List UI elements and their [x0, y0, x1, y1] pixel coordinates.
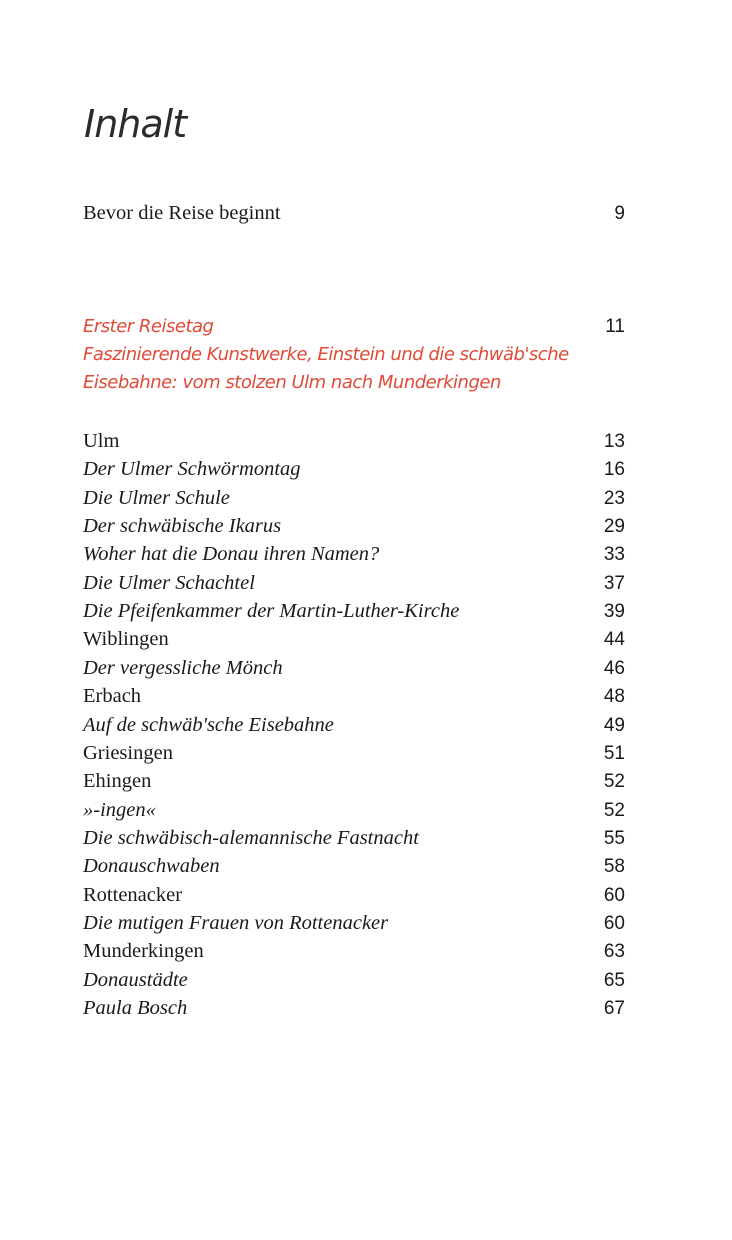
toc-entry-page: 16 — [603, 459, 625, 481]
chapter-line: Faszinierende Kunstwerke, Einstein und die schwäb'sche — [83, 344, 569, 365]
toc-entry-page: 63 — [603, 941, 625, 963]
toc-entry-row — [83, 997, 625, 1025]
toc-entry-page: 65 — [603, 969, 625, 991]
toc-entry-row — [83, 543, 625, 571]
toc-entry-label: Die Ulmer Schachtel — [83, 571, 255, 594]
toc-entry-label: Ulm — [83, 430, 120, 452]
toc-entry-row — [83, 742, 625, 770]
toc-entry-page: 60 — [603, 884, 625, 906]
toc-entry-page: 55 — [603, 827, 625, 849]
chapter-line: Eisebahne: vom stolzen Ulm nach Munderkingen — [83, 372, 501, 393]
toc-entry-label: Ehingen — [83, 770, 152, 793]
toc-entry-page: 58 — [603, 856, 625, 878]
toc-entry-label: Erbach — [83, 685, 142, 708]
toc-entry-row — [83, 458, 625, 486]
toc-intro-label: Bevor die Reise beginnt — [83, 202, 281, 224]
toc-intro-row — [83, 202, 625, 230]
toc-entry-row — [83, 714, 625, 742]
toc-entry-page: 52 — [603, 771, 625, 793]
toc-entry-row — [83, 827, 625, 855]
toc-entry-label: Donaustädte — [83, 968, 188, 991]
toc-entry-page: 29 — [603, 516, 625, 538]
chapter-page: 11 — [605, 316, 625, 337]
chapter-line: Erster Reisetag — [83, 316, 214, 337]
toc-entry-page: 37 — [603, 572, 625, 594]
toc-entry-label: Der Ulmer Schwörmontag — [83, 458, 301, 481]
chapter-heading — [83, 316, 625, 400]
toc-entry-row — [83, 799, 625, 827]
toc-intro-page: 9 — [614, 203, 625, 224]
toc-entry-page: 52 — [603, 799, 625, 821]
toc-entry-row — [83, 969, 625, 997]
toc-entry-page: 39 — [603, 601, 625, 623]
toc-entry-page: 60 — [603, 912, 625, 934]
toc-entry-label: Auf de schwäb'sche Eisebahne — [83, 713, 334, 736]
toc-entry-page: 13 — [603, 431, 625, 452]
toc-entry-row — [83, 487, 625, 515]
toc-entry-page: 23 — [603, 487, 625, 509]
toc-entry-row — [83, 572, 625, 600]
toc-entry-page: 67 — [603, 998, 625, 1019]
toc-entry-label: Der vergessliche Mönch — [83, 656, 283, 679]
toc-entry-page: 46 — [603, 657, 625, 679]
toc-entry-label: Donauschwaben — [83, 855, 220, 878]
toc-entry-row — [83, 770, 625, 798]
toc-entry-row — [83, 884, 625, 912]
toc-entry-row — [83, 600, 625, 628]
toc-entry-page: 33 — [603, 544, 625, 566]
toc-entry-label: Der schwäbische Ikarus — [83, 515, 282, 538]
toc-entry-label: Die Ulmer Schule — [83, 486, 230, 509]
toc-entry-label: Die Pfeifenkammer der Martin-Luther-Kirche — [83, 600, 460, 623]
toc-entry-row — [83, 657, 625, 685]
page-title: Inhalt — [84, 102, 187, 146]
toc-entry-label: Die mutigen Frauen von Rottenacker — [83, 911, 389, 934]
toc-entry-row — [83, 628, 625, 656]
toc-entry-label: »-ingen« — [83, 798, 156, 821]
toc-entry-row — [83, 855, 625, 883]
toc-entry-row — [83, 940, 625, 968]
toc-entry-label: Woher hat die Donau ihren Namen? — [83, 543, 380, 566]
toc-entry-row — [83, 912, 625, 940]
toc-entry-label: Die schwäbisch-alemannische Fastnacht — [83, 826, 419, 849]
toc-entry-page: 48 — [603, 686, 625, 708]
toc-entry-label: Rottenacker — [83, 883, 183, 906]
toc-entry-label: Munderkingen — [83, 940, 204, 963]
toc-entry-page: 44 — [603, 629, 625, 651]
toc-entry-label: Wiblingen — [83, 628, 169, 651]
toc-entry-label: Griesingen — [83, 741, 173, 764]
toc-entry-page: 49 — [603, 714, 625, 736]
toc-entry-row — [83, 515, 625, 543]
toc-entry-page: 51 — [603, 742, 625, 764]
toc-entry-row — [83, 685, 625, 713]
toc-entry-label: Paula Bosch — [83, 997, 188, 1019]
toc-entry-row — [83, 430, 625, 458]
